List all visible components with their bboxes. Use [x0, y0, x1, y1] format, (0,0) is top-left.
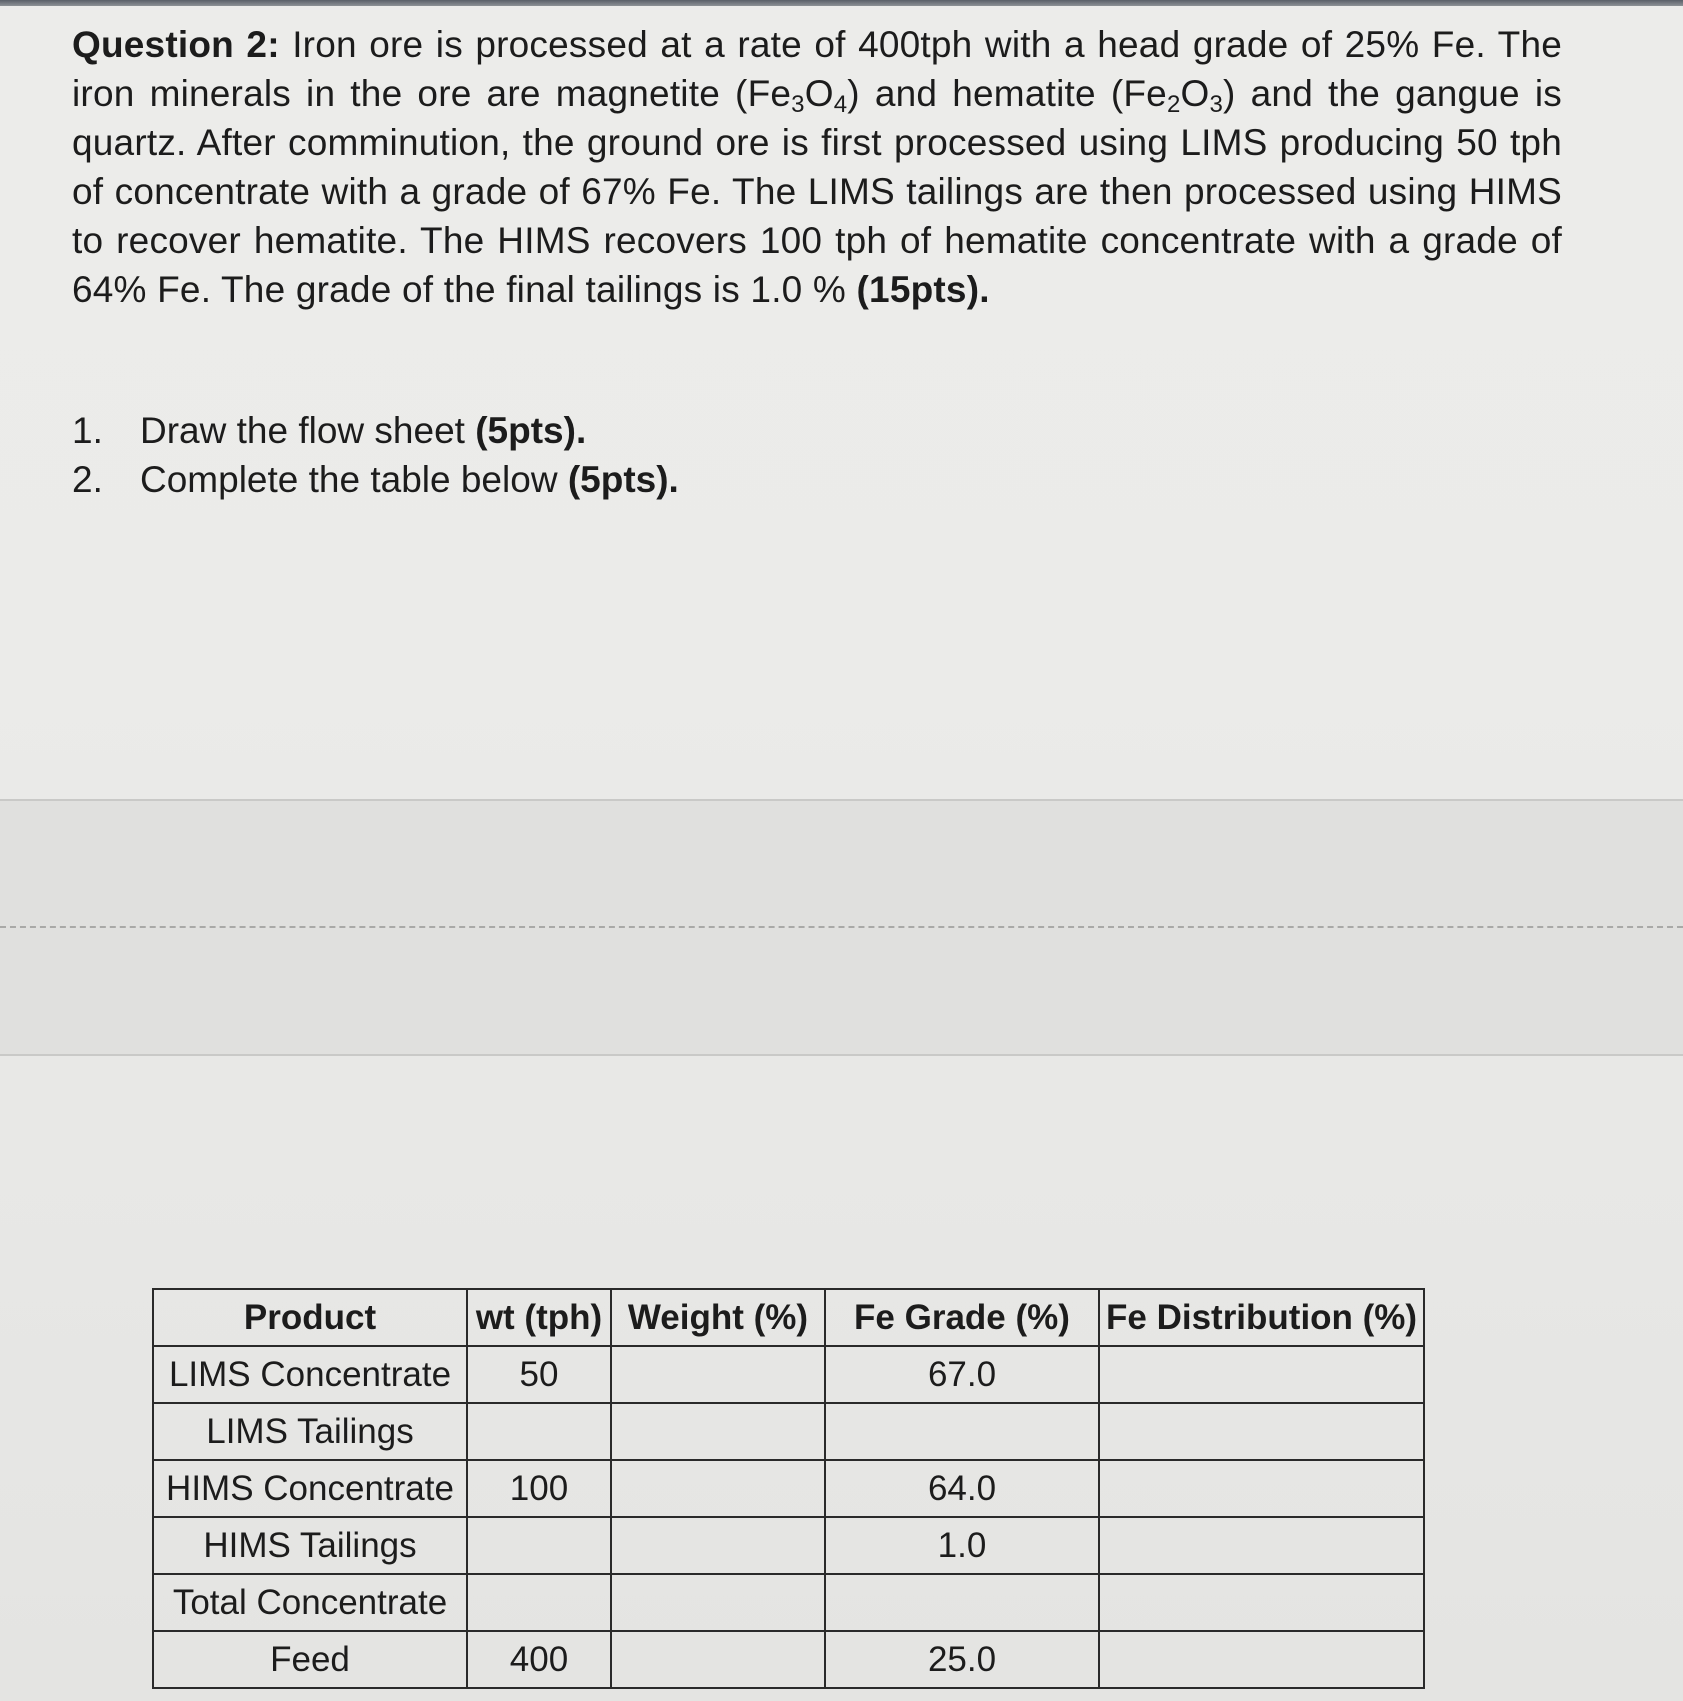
hematite-subscript-2: 3: [1209, 91, 1224, 118]
wt-cell: 400: [467, 1631, 611, 1688]
grade-cell: 64.0: [825, 1460, 1099, 1517]
hematite-subscript-1: 2: [1166, 91, 1181, 118]
table-row: [153, 1574, 1424, 1631]
task-text: Complete the table below: [140, 459, 568, 500]
task-text: Draw the flow sheet: [140, 410, 476, 451]
question-paragraph: [72, 20, 1562, 314]
grade-cell: 25.0: [825, 1631, 1099, 1688]
magnetite-subscript-2: 4: [833, 91, 848, 118]
weight-cell[interactable]: [611, 1517, 825, 1574]
distribution-cell[interactable]: [1099, 1631, 1424, 1688]
wt-cell[interactable]: [467, 1574, 611, 1631]
task-number: 1.: [72, 410, 103, 451]
product-cell: HIMS Tailings: [153, 1517, 467, 1574]
question-text-5: ) and the gangue is quartz. After comminution, the ground ore is first processed using LIMS producing 50 tph of concentrate with a grade of 67% Fe. The LIMS tailings are then processed using HIMS to recover hematite. The HIMS recovers 100 tph of hematite concentrate with a grade of 64% Fe. The grade of the final tailings is 1.0 %: [72, 73, 1562, 310]
product-cell: Feed: [153, 1631, 467, 1688]
table-row: [153, 1346, 1424, 1403]
task-points: (5pts).: [475, 410, 587, 451]
question-text-4: O: [1180, 73, 1210, 114]
task-number: 2.: [72, 459, 103, 500]
question-text-2: O: [804, 73, 834, 114]
column-header-fe-grade: Fe Grade (%): [825, 1289, 1099, 1346]
task-item: [72, 455, 679, 504]
column-header-fe-distribution: Fe Distribution (%): [1099, 1289, 1424, 1346]
table-row: [153, 1517, 1424, 1574]
weight-cell[interactable]: [611, 1403, 825, 1460]
task-list: [72, 406, 679, 504]
task-points: (5pts).: [567, 459, 679, 500]
wt-cell: 50: [467, 1346, 611, 1403]
distribution-cell[interactable]: [1099, 1574, 1424, 1631]
table-row: [153, 1403, 1424, 1460]
table-row: [153, 1460, 1424, 1517]
product-cell: LIMS Concentrate: [153, 1346, 467, 1403]
magnetite-subscript-1: 3: [791, 91, 805, 118]
question-points: (15pts).: [856, 269, 990, 310]
weight-cell[interactable]: [611, 1460, 825, 1517]
question-text-1: Iron ore is processed at a rate of 400tph with a head grade of 25% Fe. The iron minerals in the ore are magnetite (Fe: [72, 24, 1562, 114]
wt-cell[interactable]: [467, 1403, 611, 1460]
product-cell: Total Concentrate: [153, 1574, 467, 1631]
table-header-row: [153, 1289, 1424, 1346]
wt-cell[interactable]: [467, 1517, 611, 1574]
distribution-cell[interactable]: [1099, 1346, 1424, 1403]
weight-cell[interactable]: [611, 1574, 825, 1631]
grade-cell: 67.0: [825, 1346, 1099, 1403]
product-cell: LIMS Tailings: [153, 1403, 467, 1460]
distribution-cell[interactable]: [1099, 1517, 1424, 1574]
column-header-wt-tph: wt (tph): [467, 1289, 611, 1346]
mass-balance-table: [152, 1288, 1425, 1689]
grade-cell[interactable]: [825, 1403, 1099, 1460]
page-break-dashed-line: [0, 926, 1683, 928]
weight-cell[interactable]: [611, 1346, 825, 1403]
question-label: Question 2:: [72, 24, 280, 65]
weight-cell[interactable]: [611, 1631, 825, 1688]
grade-cell: 1.0: [825, 1517, 1099, 1574]
table-row: [153, 1631, 1424, 1688]
column-header-weight-pct: Weight (%): [611, 1289, 825, 1346]
task-item: [72, 406, 679, 455]
distribution-cell[interactable]: [1099, 1403, 1424, 1460]
product-cell: HIMS Concentrate: [153, 1460, 467, 1517]
wt-cell: 100: [467, 1460, 611, 1517]
distribution-cell[interactable]: [1099, 1460, 1424, 1517]
question-text-3: ) and hematite (Fe: [847, 73, 1167, 114]
column-header-product: Product: [153, 1289, 467, 1346]
grade-cell[interactable]: [825, 1574, 1099, 1631]
